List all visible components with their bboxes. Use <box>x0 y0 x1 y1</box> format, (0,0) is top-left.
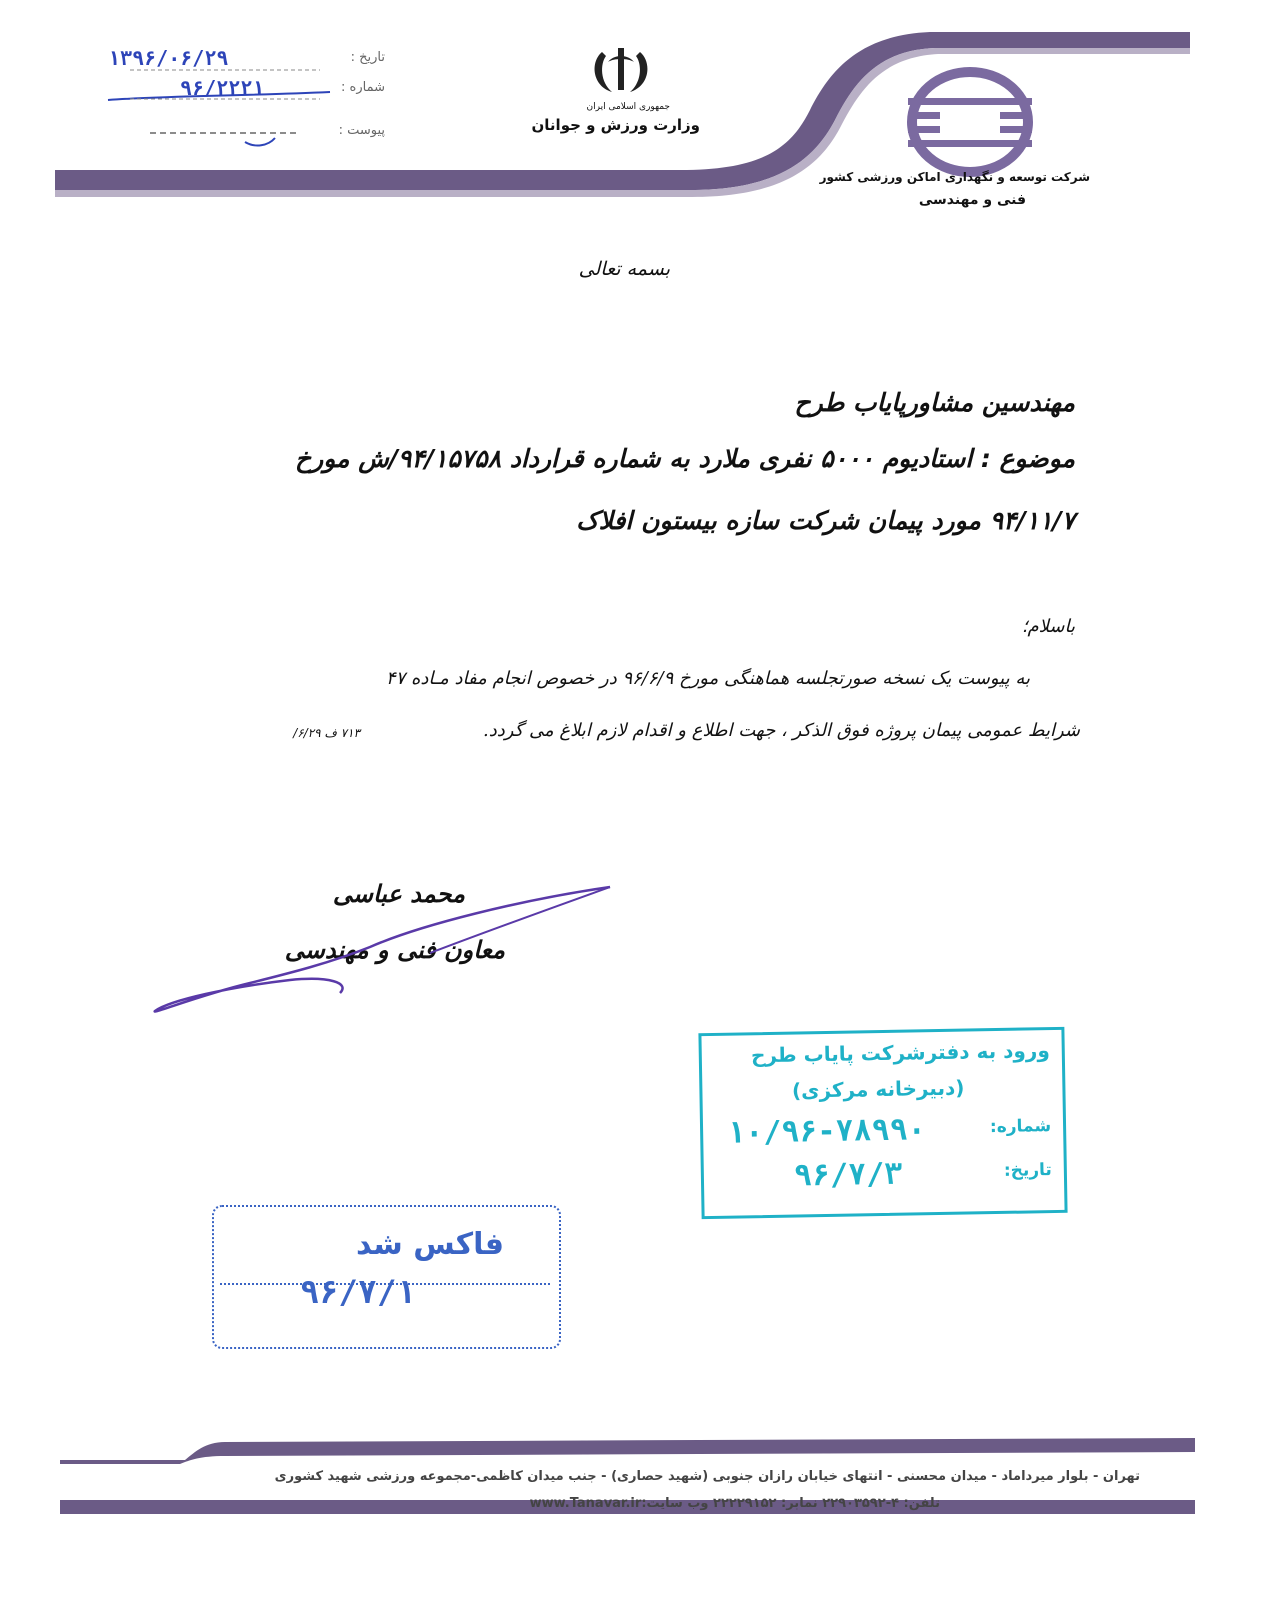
footer-address: تهران - بلوار میرداماد - میدان محسنی - انتهای خیابان رازان جنوبی (شهید حصاری) - جنب میدان کاظمی-مجموعه ورزشی شهید کشوری <box>274 1469 1140 1484</box>
body-line-2: شرایط عمومی پیمان پروژه فوق الذکر ، جهت اطلاع و اقدام لازم ابلاغ می گردد. <box>482 720 1080 741</box>
greeting: باسلام؛ <box>1021 616 1075 637</box>
bismillah: بسمه تعالی <box>578 258 670 280</box>
company-department: فنی و مهندسی <box>918 192 1026 208</box>
entry-stamp-date-value: ۹۶/۷/۳ <box>793 1156 903 1194</box>
number-value: ۹۶/۲۲۲۱ <box>180 76 265 100</box>
date-label: تاریخ : <box>350 50 385 65</box>
entry-stamp-number-value: ۱۰/۹۶-۷۸۹۹۰ <box>726 1112 927 1151</box>
signatory-name: محمد عباسی <box>332 880 465 908</box>
fax-stamp <box>212 1205 561 1349</box>
attachment-label: پیوست : <box>338 123 385 138</box>
fax-stamp-label: فاکس شد <box>355 1227 504 1262</box>
signatory-title: معاون فنی و مهندسی <box>284 936 505 964</box>
subject-line-1: موضوع : استادیوم ۵۰۰۰ نفری ملارد به شماره قرارداد ۹۴/۱۵۷۵۸/ش مورخ <box>295 444 1075 473</box>
emblem-icon <box>595 48 648 92</box>
ministry-country: جمهوری اسلامی ایران <box>586 102 670 112</box>
entry-stamp <box>698 1027 1067 1219</box>
recipient: مهندسین مشاورپایاب طرح <box>794 388 1075 417</box>
fax-stamp-date: ۹۶/۷/۱ <box>300 1273 416 1311</box>
company-logo <box>908 72 1032 172</box>
body-line-1: به پیوست یک نسخه صورتجلسه هماهنگی مورخ ۹۶/۶/۹ در خصوص انجام مفاد مـاده ۴۷ <box>385 668 1030 689</box>
reference-note: ۷۱۳ ف ۶/۲۹/ <box>293 726 360 740</box>
entry-stamp-line1: ورود به دفترشرکت پایاب طرح <box>750 1038 1050 1068</box>
footer-contact: تلفن: ۴-۲۲۹۰۳۵۹۲ نمابر: ۲۲۲۲۹۱۵۲ وب سایت:www.Tanavar.ir <box>529 1496 940 1511</box>
ministry-name: وزارت ورزش و جوانان <box>531 116 700 134</box>
entry-stamp-date-label: تاریخ: <box>1003 1160 1053 1181</box>
signature-scribble <box>140 875 630 1025</box>
subject-line-2: ۹۴/۱۱/۷ مورد پیمان شرکت سازه بیستون افلاک <box>576 506 1075 535</box>
entry-stamp-number-label: شماره: <box>989 1116 1052 1138</box>
date-value: ۱۳۹۶/۰۶/۲۹ <box>108 46 229 70</box>
company-name: شرکت توسعه و نگهداری اماکن ورزشی کشور <box>819 170 1090 184</box>
entry-stamp-line2: (دبیرخانه مرکزی) <box>791 1075 965 1103</box>
number-label: شماره : <box>341 80 385 95</box>
